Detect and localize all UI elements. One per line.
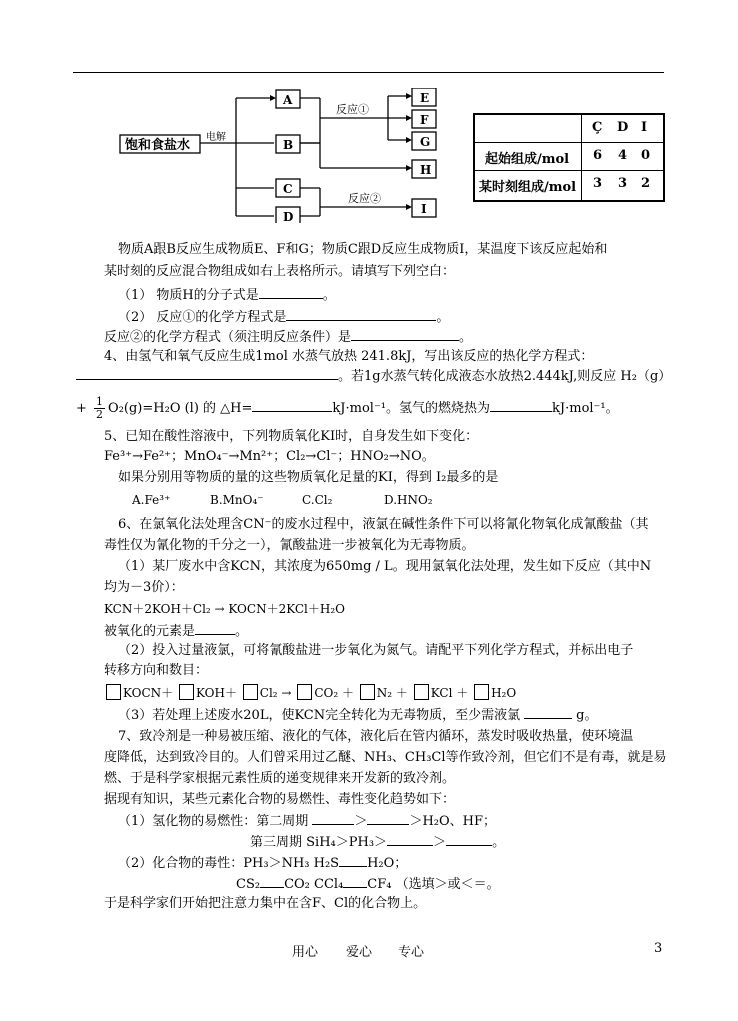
eq-term: KOH＋ — [196, 686, 237, 700]
q1 — [118, 285, 336, 305]
q6-line-3: （1）某厂废水中含KCN，其浓度为650mg / L。现用氯氧化法处理，发生如下反应（其中N — [118, 559, 652, 574]
q5-options — [132, 491, 433, 509]
plus-sign: + — [76, 401, 87, 416]
table-cell: 6 — [593, 148, 603, 163]
coefficient-box[interactable] — [179, 684, 194, 700]
answer-blank[interactable] — [387, 832, 433, 846]
q6-line-5 — [104, 621, 248, 641]
q7-cf4: CF₄ （选填＞或＜＝。 — [367, 877, 500, 892]
coefficient-box[interactable] — [414, 684, 429, 700]
node-c: C — [283, 182, 293, 196]
q6-line-4: 均为－3价）： — [104, 580, 184, 595]
q5-line-1: 5、已知在酸性溶液中，下列物质氧化KI时，自身发生如下变化： — [104, 429, 479, 444]
q7-line-7 — [118, 853, 407, 873]
option-c[interactable]: C.Cl₂ — [302, 493, 333, 507]
q6-balance-equation — [104, 684, 516, 702]
q5-line-2: Fe³⁺→Fe²⁺；MnO₄⁻→Mn²⁺；Cl₂→Cl⁻；HNO₂→NO。 — [104, 449, 435, 464]
period: 。 — [322, 288, 336, 303]
answer-blank[interactable] — [446, 832, 492, 846]
q5-line-3: 如果分别用等物质的量的这些物质氧化足量的KI，得到 I₂最多的是 — [118, 470, 499, 485]
answer-blank[interactable] — [351, 327, 459, 341]
q6-chlorine-text: （3）若处理上述废水20L，使KCN完全转化为无毒物质，至少需液氯 — [118, 708, 521, 723]
q7-line-6 — [250, 832, 505, 852]
answer-blank[interactable] — [286, 307, 436, 321]
gt-sign: ＞ — [409, 814, 423, 829]
coefficient-box[interactable] — [360, 684, 375, 700]
q7-line-8 — [236, 874, 500, 894]
option-d[interactable]: D.HNO₂ — [384, 493, 433, 507]
table-header-i: I — [641, 120, 648, 135]
q6-oxidized-text: 被氧化的元素是 — [104, 624, 196, 639]
header-rule — [73, 72, 664, 73]
q6-line-1: 6、在氯氧化法处理含CN⁻的废水过程中，液氯在碱性条件下可以将氰化物氧化成氰酸盐（其 — [118, 517, 649, 532]
q7-period3-text: 第三周期 SiH₄＞PH₃＞ — [250, 835, 388, 850]
q2b — [104, 327, 472, 347]
q7-hydride-text: （1）氢化物的易燃性：第二周期 — [118, 814, 309, 829]
coefficient-box[interactable] — [297, 684, 312, 700]
q7-line-3: 燃、于是科学家根据元素性质的递变规律来开发新的致冷剂。 — [104, 771, 456, 786]
table-header-d: D — [617, 120, 629, 135]
answer-blank[interactable] — [339, 853, 367, 867]
product-f: F — [420, 113, 429, 127]
reaction-1-label: 反应① — [336, 103, 369, 116]
eq-term: KCl ＋ — [430, 686, 469, 700]
q6-unit: g。 — [576, 708, 598, 723]
eq-term: Cl₂ → — [259, 686, 292, 700]
q6-line-8 — [118, 705, 597, 725]
table-cell: 0 — [641, 148, 651, 163]
q4-line-2-text: 。若1g水蒸气转化成液态水放热2.444kJ,则反应 H₂（g） — [338, 369, 672, 384]
eq-term: N₂ ＋ — [376, 686, 408, 700]
q7-line-9: 于是科学家们开始把注意力集中在含F、Cl的化合物上。 — [104, 896, 427, 911]
footer-mid: 爱心 — [346, 945, 373, 960]
answer-blank[interactable] — [312, 811, 354, 825]
product-g: G — [420, 135, 431, 149]
product-i: I — [421, 202, 427, 216]
q1-text: （1） 物质H的分子式是 — [118, 288, 259, 303]
period: 。 — [436, 310, 450, 325]
period: 。 — [492, 835, 506, 850]
fraction-denominator: 2 — [96, 408, 104, 421]
q2b-text: 反应②的化学方程式（须注明反应条件）是 — [104, 330, 352, 345]
diagram-arrow-label: 电解 — [206, 132, 226, 143]
table-row-label: 某时刻组成/mol — [479, 180, 577, 195]
intro-line-2: 某时刻的反应混合物组成如右上表格所示。请填写下列空白： — [104, 264, 456, 279]
period: 。 — [459, 330, 473, 345]
q4-line-2 — [76, 366, 671, 386]
answer-blank[interactable] — [524, 705, 572, 719]
answer-blank[interactable] — [195, 621, 235, 635]
footer-right: 专心 — [398, 945, 425, 960]
table-cell: 3 — [618, 176, 628, 191]
coefficient-box[interactable] — [474, 684, 489, 700]
answer-blank[interactable] — [260, 874, 284, 888]
table-cell: 4 — [618, 148, 628, 163]
product-e: E — [420, 91, 430, 105]
q7-line-2: 度降低，达到致冷目的。人们曾采用过乙醚、NH₃、CH₃Cl等作致冷剂，但它们不是有毒，就是易 — [104, 750, 667, 765]
answer-blank[interactable] — [343, 874, 367, 888]
eq-term: H₂O — [491, 686, 517, 700]
q7-toxicity-text: （2）化合物的毒性：PH₃＞NH₃ H₂S — [118, 856, 340, 871]
reaction-2-label: 反应② — [348, 192, 381, 205]
gt-sign: ＞ — [354, 814, 368, 829]
composition-table — [473, 113, 665, 202]
gt-sign: ＞ — [433, 835, 447, 850]
node-a: A — [283, 93, 293, 107]
q4-eq-text: O₂(g)=H₂O (l) 的 △H= — [108, 401, 253, 416]
fraction-numerator: 1 — [96, 395, 104, 408]
q7-toxicity-tail: H₂O； — [367, 856, 408, 871]
q2 — [118, 307, 449, 327]
q6-line-6: （2）投入过量液氯，可将氰酸盐进一步氧化为氮气。请配平下列化学方程式，并标出电子 — [118, 643, 634, 658]
q2-text: （2） 反应①的化学方程式是 — [118, 310, 287, 325]
q4-line-3 — [76, 396, 619, 421]
intro-line-1: 物质A跟B反应生成物质E、F和G；物质C跟D反应生成物质I，某温度下该反应起始和 — [118, 242, 608, 257]
q7-line-1: 7、致冷剂是一种易被压缩、液化的气体，液化后在管内循环，蒸发时吸收热量，使环境温 — [118, 729, 634, 744]
table-header-c: Ç — [592, 120, 603, 135]
q7-line-4: 据现有知识，某些元素化合物的易燃性、毒性变化趋势如下： — [104, 792, 456, 807]
q6-equation-1: KCN＋2KOH＋Cl₂ → KOCN＋2KCl＋H₂O — [104, 602, 345, 616]
table-cell: 2 — [641, 176, 651, 191]
q6-line-2: 毒性仅为氰化物的千分之一），氰酸盐进一步被氧化为无毒物质。 — [104, 538, 475, 553]
q4-unit-text: kJ·mol⁻¹。氢气的燃烧热为 — [332, 401, 491, 416]
answer-blank[interactable] — [252, 398, 332, 412]
q4-line-1: 4、由氢气和氧气反应生成1mol 水蒸气放热 241.8kJ，写出该反应的热化学方程式： — [104, 349, 594, 364]
option-b[interactable]: B.MnO₄⁻ — [210, 493, 264, 507]
coefficient-box[interactable] — [243, 684, 258, 700]
node-b: B — [283, 138, 294, 152]
flow-diagram — [118, 88, 448, 223]
coefficient-box[interactable] — [106, 684, 121, 700]
answer-blank[interactable] — [490, 398, 552, 412]
diagram-source: 饱和食盐水 — [125, 138, 191, 153]
period: 。 — [235, 624, 249, 639]
table-row-label: 起始组成/mol — [485, 152, 570, 167]
q6-line-7: 转移方向和数目： — [104, 663, 209, 678]
q4-unit-end: kJ·mol⁻¹。 — [552, 401, 619, 416]
option-a[interactable]: A.Fe³⁺ — [132, 493, 171, 507]
answer-blank[interactable] — [367, 811, 409, 825]
product-h: H — [420, 163, 432, 177]
answer-blank[interactable] — [76, 366, 338, 380]
q7-line-5 — [118, 811, 496, 831]
page-number: 3 — [654, 941, 663, 956]
table-cell: 3 — [593, 176, 603, 191]
q7-cs2: CS₂ — [236, 877, 261, 892]
node-d: D — [283, 210, 294, 223]
eq-term: CO₂ ＋ — [314, 686, 354, 700]
q7-hydride-tail: H₂O、HF； — [422, 814, 497, 829]
answer-blank[interactable] — [259, 285, 323, 299]
footer-left: 用心 — [292, 945, 319, 960]
eq-term: KOCN＋ — [123, 686, 174, 700]
q7-co2-ccl4: CO₂ CCl₄ — [284, 877, 344, 892]
